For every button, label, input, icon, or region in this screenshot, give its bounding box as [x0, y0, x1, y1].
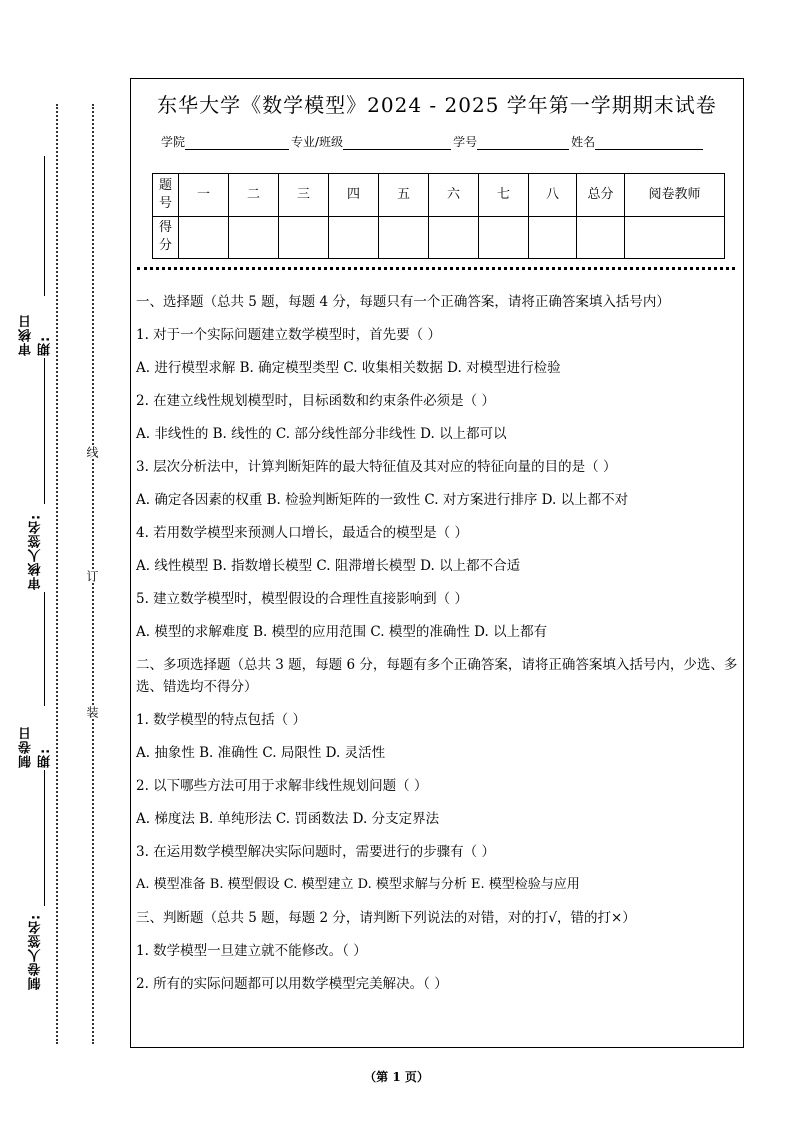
col-2: 二 — [229, 174, 279, 217]
options-line: A. 梯度法 B. 单纯形法 C. 罚函数法 D. 分支定界法 — [136, 811, 440, 827]
question-line: 3. 在运用数学模型解决实际问题时，需要进行的步骤有（ ） — [136, 844, 495, 860]
score-cell[interactable] — [179, 216, 229, 259]
score-table — [152, 173, 725, 259]
dotted-divider — [137, 267, 735, 270]
col-5: 五 — [379, 174, 429, 217]
student-id-label: 学号 — [453, 135, 478, 149]
prep-date-label: 制卷日期: — [19, 726, 53, 768]
name-field[interactable] — [595, 137, 703, 150]
preparer-signature-line — [44, 770, 45, 906]
review-date-line — [44, 156, 45, 296]
name-label: 姓名 — [571, 135, 596, 149]
question-line: 1. 数学模型的特点包括（ ） — [136, 712, 306, 728]
score-cell[interactable] — [329, 216, 379, 259]
exam-frame — [130, 78, 744, 1048]
exam-content — [136, 291, 740, 1006]
section-heading: 三、判断题（总共 5 题，每题 2 分，请判断下列说法的对错，对的打√，错的打×） — [136, 910, 636, 926]
score-cell[interactable] — [229, 216, 279, 259]
preparer-signature-label: 制卷人签名: — [28, 913, 44, 990]
col-3: 三 — [279, 174, 329, 217]
binding-char-fix: 订 — [85, 570, 99, 582]
score-table-score-row — [153, 216, 725, 259]
options-line: A. 非线性的 B. 线性的 C. 部分线性部分非线性 D. 以上都可以 — [136, 426, 507, 442]
reviewer-signature-label: 审核人签名: — [28, 513, 44, 590]
binding-char-line: 线 — [85, 446, 99, 458]
score-cell[interactable] — [529, 216, 577, 259]
col-6: 六 — [429, 174, 479, 217]
page-number: （第 1 页） — [364, 1070, 429, 1084]
question-line: 4. 若用数学模型来预测人口增长，最适合的模型是（ ） — [136, 525, 468, 541]
college-label: 学院 — [161, 135, 186, 149]
score-cell[interactable] — [279, 216, 329, 259]
question-line: 3. 层次分析法中，计算判断矩阵的最大特征值及其对应的特征向量的目的是（ ） — [136, 459, 617, 475]
question-line: 1. 数学模型一旦建立就不能修改。（ ） — [136, 943, 367, 959]
major-class-label: 专业/班级 — [291, 135, 344, 149]
student-id-field[interactable] — [477, 137, 569, 150]
binding-margin — [0, 0, 128, 1122]
header-question-cell: 题号 — [153, 174, 179, 217]
options-line: A. 进行模型求解 B. 确定模型类型 C. 收集相关数据 D. 对模型进行检验 — [136, 360, 561, 376]
col-1: 一 — [179, 174, 229, 217]
options-line: A. 模型准备 B. 模型假设 C. 模型建立 D. 模型求解与分析 E. 模型检验与应用 — [136, 877, 580, 892]
question-line: 2. 以下哪些方法可用于求解非线性规划问题（ ） — [136, 778, 428, 794]
col-8: 八 — [529, 174, 577, 217]
dotted-cut-line — [56, 104, 58, 1044]
exam-title: 东华大学《数学模型》2024 - 2025 学年第一学期期末试卷 — [157, 93, 717, 117]
review-date-label: 审核日期: — [19, 314, 53, 356]
score-table-header-row — [153, 174, 725, 217]
college-field[interactable] — [185, 137, 289, 150]
question-line: 1. 对于一个实际问题建立数学模型时，首先要（ ） — [136, 327, 441, 343]
header-score-cell: 得分 — [153, 216, 179, 259]
student-info-row — [161, 133, 705, 150]
reviewer-signature-line — [44, 358, 45, 504]
col-total: 总分 — [577, 174, 625, 217]
section-heading: 二、多项选择题（总共 3 题，每题 6 分，每题有多个正确答案，请将正确答案填入括号内，少选、多选、错选均不得分） — [136, 657, 738, 695]
binding-char-bind: 装 — [85, 706, 99, 718]
score-cell-total[interactable] — [577, 216, 625, 259]
question-line: 5. 建立数学模型时，模型假设的合理性直接影响到（ ） — [136, 591, 468, 607]
section-heading: 一、选择题（总共 5 题，每题 4 分，每题只有一个正确答案，请将正确答案填入括号内） — [136, 294, 670, 310]
question-line: 2. 在建立线性规划模型时，目标函数和约束条件必须是（ ） — [136, 393, 495, 409]
options-line: A. 确定各因素的权重 B. 检验判断矩阵的一致性 C. 对方案进行排序 D. 以上都不对 — [136, 492, 629, 508]
prep-date-line — [44, 592, 45, 706]
options-line: A. 抽象性 B. 准确性 C. 局限性 D. 灵活性 — [136, 745, 386, 761]
options-line: A. 模型的求解难度 B. 模型的应用范围 C. 模型的准确性 D. 以上都有 — [136, 624, 548, 640]
score-cell[interactable] — [379, 216, 429, 259]
question-line: 2. 所有的实际问题都可以用数学模型完美解决。（ ） — [136, 976, 448, 992]
major-class-field[interactable] — [343, 137, 451, 150]
score-cell-grader[interactable] — [625, 216, 725, 259]
options-line: A. 线性模型 B. 指数增长模型 C. 阻滞增长模型 D. 以上都不合适 — [136, 558, 521, 574]
col-4: 四 — [329, 174, 379, 217]
score-cell[interactable] — [479, 216, 529, 259]
col-grader: 阅卷教师 — [625, 174, 725, 217]
col-7: 七 — [479, 174, 529, 217]
score-cell[interactable] — [429, 216, 479, 259]
